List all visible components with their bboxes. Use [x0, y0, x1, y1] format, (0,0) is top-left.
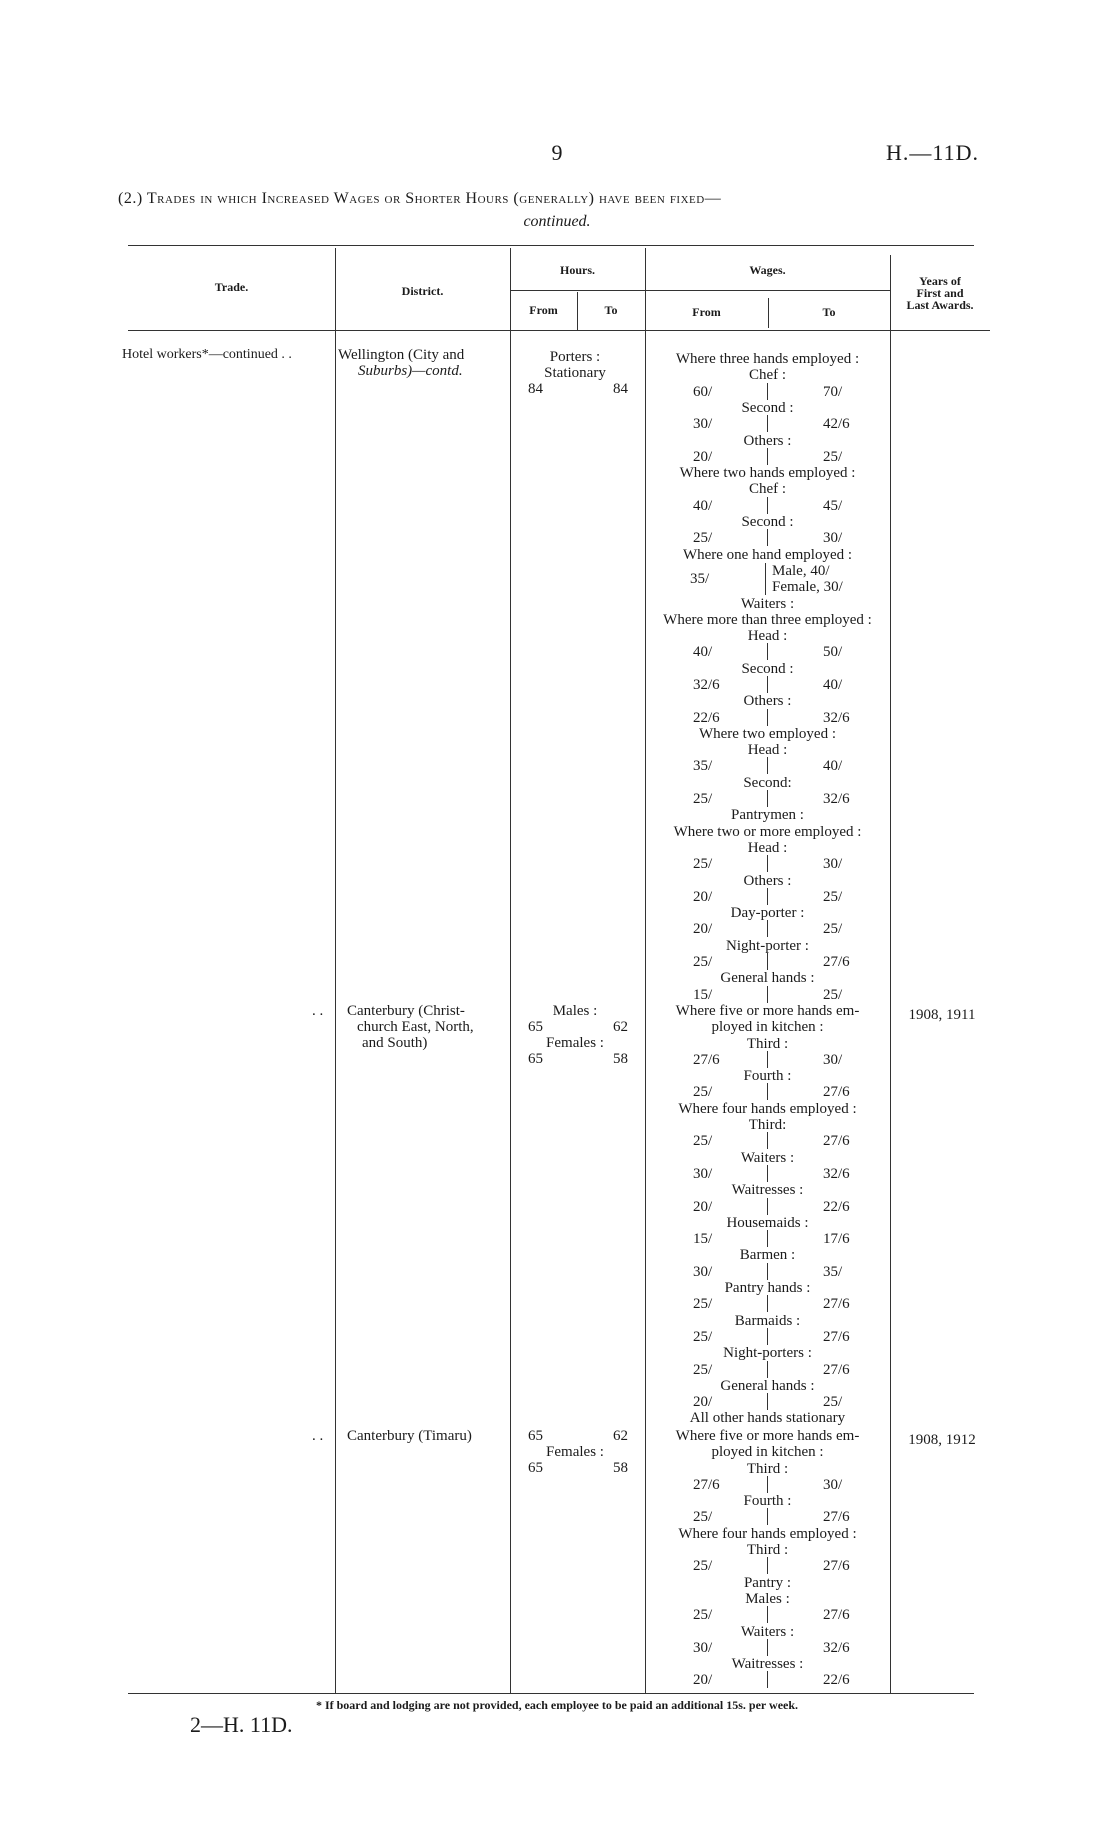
wage-divider — [765, 563, 766, 595]
col-header-wages: Wages. — [749, 263, 786, 277]
wage-row — [645, 954, 890, 970]
wage-row — [645, 856, 890, 872]
hours-values — [528, 1019, 628, 1035]
wage-row — [645, 1509, 890, 1525]
wage-divider — [767, 497, 768, 514]
wage-heading: Where two hands employed : — [679, 465, 856, 481]
header-bottom-rule — [128, 330, 990, 331]
district-line: church East, North, — [357, 1019, 474, 1035]
wage-row — [645, 498, 890, 514]
row-district — [347, 1428, 472, 1444]
col-header-wages-from: From — [692, 305, 721, 319]
wage-row — [645, 384, 890, 400]
hours-to: 62 — [613, 1019, 628, 1035]
wage-heading: Waitresses : — [731, 1182, 804, 1198]
wage-row — [645, 644, 890, 660]
award-years: 1908, 1912 — [908, 1432, 976, 1448]
wage-heading: General hands : — [720, 970, 815, 986]
wage-heading: Others : — [743, 873, 792, 889]
wage-to: 27/6 — [823, 954, 850, 970]
wage-row-split — [645, 563, 890, 595]
hours-values — [528, 1428, 628, 1444]
wage-to: 25/ — [823, 921, 843, 937]
wage-heading: Where three hands employed : — [675, 351, 860, 367]
wage-heading: Where five or more hands em- — [675, 1003, 860, 1019]
wage-heading: Where more than three employed : — [663, 612, 872, 628]
wage-from: 35/ — [690, 571, 710, 587]
wage-heading: All other hands stationary — [689, 1410, 846, 1426]
wage-heading: Others : — [743, 433, 792, 449]
wage-divider — [767, 1671, 768, 1688]
hours-from: 65 — [528, 1051, 543, 1067]
wage-from: 27/6 — [693, 1477, 720, 1493]
wage-from: 25/ — [693, 1084, 713, 1100]
wage-to: 45/ — [823, 498, 843, 514]
wage-to: 22/6 — [823, 1199, 850, 1215]
series-reference: H.—11D. — [886, 140, 979, 165]
wage-to: 22/6 — [823, 1672, 850, 1688]
wage-divider — [767, 1165, 768, 1182]
wage-heading: Pantrymen : — [731, 807, 804, 823]
wage-row — [645, 416, 890, 432]
row-trade: . . — [312, 1003, 324, 1019]
hours-label: Porters : — [549, 349, 601, 365]
hours-from: 65 — [528, 1428, 543, 1444]
wage-heading: Where four hands employed : — [678, 1526, 857, 1542]
wage-to: 27/6 — [823, 1509, 850, 1525]
wage-heading: Night-porters : — [723, 1345, 812, 1361]
bottom-reference: 2—H. 11D. — [190, 1712, 293, 1737]
hours-from: 84 — [528, 381, 543, 397]
wage-divider — [767, 1051, 768, 1068]
page-number: 9 — [551, 140, 563, 165]
wage-divider — [767, 1083, 768, 1100]
col-header-years — [892, 275, 988, 311]
wage-from: 30/ — [693, 1640, 713, 1656]
wage-from: 40/ — [693, 644, 713, 660]
wage-to: 40/ — [823, 677, 843, 693]
wage-heading: Chef : — [748, 481, 787, 497]
wage-heading: Where one hand employed : — [682, 547, 853, 563]
wage-to: 17/6 — [823, 1231, 850, 1247]
wage-heading: Day-porter : — [730, 905, 805, 921]
wage-heading: Third : — [746, 1036, 789, 1052]
wage-heading: Second : — [741, 514, 794, 530]
wage-row — [645, 530, 890, 546]
wage-to: 25/ — [823, 1394, 843, 1410]
wage-heading: Night-porter : — [726, 938, 809, 954]
col-header-years-line: Last Awards. — [906, 298, 974, 312]
wage-heading: Waitresses : — [731, 1656, 804, 1672]
wage-heading: Fourth : — [743, 1493, 792, 1509]
wage-from: 60/ — [693, 384, 713, 400]
wage-from: 25/ — [693, 530, 713, 546]
wage-from: 20/ — [693, 1394, 713, 1410]
wage-heading: Where two employed : — [698, 726, 837, 742]
wage-heading: Head : — [747, 742, 788, 758]
col-header-years-line: Years of — [919, 274, 961, 288]
footnote: * If board and lodging are not provided, each employee to be paid an additional 15s. per week. — [315, 1698, 799, 1712]
wage-to: 35/ — [823, 1264, 843, 1280]
wage-heading: Head : — [747, 628, 788, 644]
district-line: Canterbury (Timaru) — [347, 1428, 472, 1444]
col-header-years-line: First and — [916, 286, 964, 300]
wage-row — [645, 1329, 890, 1345]
wage-row — [645, 921, 890, 937]
wage-to: 30/ — [823, 1052, 843, 1068]
wage-row — [645, 1558, 890, 1574]
wage-from: 25/ — [693, 1296, 713, 1312]
wage-divider — [767, 1263, 768, 1280]
wage-from: 32/6 — [693, 677, 720, 693]
wage-to: 30/ — [823, 1477, 843, 1493]
wage-to-female: Female, 30/ — [772, 579, 843, 595]
wage-divider — [767, 676, 768, 693]
col-header-hours-to: To — [604, 303, 618, 317]
wage-divider — [767, 1639, 768, 1656]
hours-to: 62 — [613, 1428, 628, 1444]
wage-divider — [767, 953, 768, 970]
wage-from: 15/ — [693, 1231, 713, 1247]
wage-from: 22/6 — [693, 710, 720, 726]
wage-heading: ployed in kitchen : — [711, 1444, 824, 1460]
wage-divider — [767, 986, 768, 1003]
wage-heading: Second: — [743, 775, 792, 791]
wage-row — [645, 1052, 890, 1068]
col-divider-trade — [335, 248, 336, 1693]
wage-row — [645, 889, 890, 905]
wage-divider — [767, 643, 768, 660]
wage-divider — [767, 1295, 768, 1312]
wage-row — [645, 1672, 890, 1688]
wage-row — [645, 677, 890, 693]
wage-heading: General hands : — [720, 1378, 815, 1394]
wage-to: 32/6 — [823, 791, 850, 807]
hours-label: Females : — [546, 1035, 604, 1051]
wage-from: 25/ — [693, 1607, 713, 1623]
wage-row — [645, 1231, 890, 1247]
wage-divider — [767, 1476, 768, 1493]
wage-to: 42/6 — [823, 416, 850, 432]
wage-from: 27/6 — [693, 1052, 720, 1068]
hours-label: Males : — [552, 1003, 598, 1019]
wage-heading: Waiters : — [740, 1624, 795, 1640]
wage-row — [645, 1362, 890, 1378]
wage-divider — [767, 383, 768, 400]
hours-from: 65 — [528, 1019, 543, 1035]
wage-row — [645, 449, 890, 465]
hours-values — [528, 381, 628, 397]
wage-to-male: Male, 40/ — [772, 563, 830, 579]
hours-label: Females : — [546, 1444, 604, 1460]
wage-to: 27/6 — [823, 1329, 850, 1345]
wage-divider — [767, 1508, 768, 1525]
hours-wages-subrule — [510, 290, 890, 291]
wage-row — [645, 1166, 890, 1182]
wage-to: 27/6 — [823, 1133, 850, 1149]
award-years: 1908, 1911 — [908, 1007, 976, 1023]
table-top-rule — [128, 245, 974, 246]
wage-from: 25/ — [693, 856, 713, 872]
wage-heading: ployed in kitchen : — [711, 1019, 824, 1035]
row-district — [347, 1003, 505, 1051]
col-header-hours-from: From — [529, 303, 558, 317]
wage-row — [645, 1394, 890, 1410]
wage-row — [645, 1640, 890, 1656]
wage-to: 32/6 — [823, 1166, 850, 1182]
wage-to: 27/6 — [823, 1362, 850, 1378]
district-line: Wellington (City and — [338, 347, 465, 363]
wage-divider — [767, 529, 768, 546]
col-header-trade: Trade. — [214, 280, 249, 294]
wage-from: 30/ — [693, 1264, 713, 1280]
wage-to: 27/6 — [823, 1084, 850, 1100]
wage-divider — [767, 1198, 768, 1215]
wage-to: 32/6 — [823, 710, 850, 726]
wage-heading: Males : — [745, 1591, 790, 1607]
wage-heading: Head : — [747, 840, 788, 856]
wage-divider — [767, 757, 768, 774]
wage-heading: Third: — [748, 1117, 787, 1133]
wage-heading: Chef : — [748, 367, 787, 383]
wage-row — [645, 1477, 890, 1493]
wage-row — [645, 1084, 890, 1100]
row-district — [338, 347, 508, 379]
hours-values — [528, 1051, 628, 1067]
wage-heading: Barmen : — [739, 1247, 796, 1263]
wage-from: 25/ — [693, 1133, 713, 1149]
wage-heading: Housemaids : — [726, 1215, 809, 1231]
wage-heading: Second : — [741, 661, 794, 677]
wage-from: 25/ — [693, 791, 713, 807]
wage-from: 20/ — [693, 1199, 713, 1215]
wage-to: 25/ — [823, 449, 843, 465]
wage-heading: Others : — [743, 693, 792, 709]
wage-row — [645, 791, 890, 807]
wage-row — [645, 1296, 890, 1312]
row-trade: Hotel workers*—continued . . — [122, 347, 292, 362]
wage-divider — [767, 1393, 768, 1410]
wage-heading: Waiters : — [740, 596, 795, 612]
wage-to: 50/ — [823, 644, 843, 660]
table-heading: (2.) Trades in which Increased Wages or Shorter Hours (generally) have been fixed— — [118, 190, 722, 207]
wage-row — [645, 758, 890, 774]
district-line: and South) — [362, 1035, 428, 1051]
wage-from: 25/ — [693, 954, 713, 970]
wage-to: 25/ — [823, 889, 843, 905]
wage-to: 30/ — [823, 530, 843, 546]
wage-to: 27/6 — [823, 1607, 850, 1623]
wage-heading: Where five or more hands em- — [675, 1428, 860, 1444]
wage-heading: Third : — [746, 1542, 789, 1558]
table-bottom-rule — [128, 1693, 974, 1694]
wage-from: 40/ — [693, 498, 713, 514]
wage-to: 25/ — [823, 987, 843, 1003]
wage-to: 27/6 — [823, 1558, 850, 1574]
wage-divider — [767, 448, 768, 465]
wage-from: 20/ — [693, 889, 713, 905]
wage-row — [645, 1133, 890, 1149]
hours-from: 65 — [528, 1460, 543, 1476]
wage-heading: Where two or more employed : — [673, 824, 862, 840]
hours-values — [528, 1460, 628, 1476]
wage-row — [645, 1607, 890, 1623]
wage-divider — [767, 790, 768, 807]
wage-from: 35/ — [693, 758, 713, 774]
hours-to: 58 — [613, 1051, 628, 1067]
col-header-district: District. — [401, 284, 444, 298]
wage-from: 30/ — [693, 416, 713, 432]
wage-heading: Third : — [746, 1461, 789, 1477]
wage-from: 20/ — [693, 449, 713, 465]
wage-divider — [767, 415, 768, 432]
wage-from: 15/ — [693, 987, 713, 1003]
wage-to: 70/ — [823, 384, 843, 400]
wage-divider — [767, 1328, 768, 1345]
wage-divider — [767, 1557, 768, 1574]
wage-from: 30/ — [693, 1166, 713, 1182]
wage-divider — [767, 709, 768, 726]
district-line: Suburbs)—contd. — [358, 363, 463, 379]
wage-from: 25/ — [693, 1558, 713, 1574]
district-line: Canterbury (Christ- — [347, 1003, 465, 1019]
wage-to: 27/6 — [823, 1296, 850, 1312]
col-header-wages-to: To — [822, 305, 836, 319]
wage-from: 25/ — [693, 1329, 713, 1345]
wage-heading: Second : — [741, 400, 794, 416]
wage-row — [645, 1264, 890, 1280]
wage-row — [645, 987, 890, 1003]
hours-to: 84 — [613, 381, 628, 397]
wage-heading: Barmaids : — [734, 1313, 801, 1329]
wage-divider — [767, 1361, 768, 1378]
wage-heading: Pantry : — [743, 1575, 792, 1591]
wage-divider — [767, 888, 768, 905]
wage-from: 25/ — [693, 1509, 713, 1525]
col-divider-wages — [890, 255, 891, 1693]
wage-divider — [767, 920, 768, 937]
wage-heading: Pantry hands : — [724, 1280, 811, 1296]
wage-from: 25/ — [693, 1362, 713, 1378]
wage-heading: Where four hands employed : — [678, 1101, 857, 1117]
wage-divider — [767, 1132, 768, 1149]
wage-row — [645, 1199, 890, 1215]
hours-to: 58 — [613, 1460, 628, 1476]
wage-heading: Fourth : — [743, 1068, 792, 1084]
wage-to: 30/ — [823, 856, 843, 872]
wage-to: 40/ — [823, 758, 843, 774]
wage-from: 20/ — [693, 1672, 713, 1688]
col-divider-district — [510, 248, 511, 1693]
wage-to: 32/6 — [823, 1640, 850, 1656]
table-heading-continued: continued. — [523, 213, 591, 230]
col-header-hours: Hours. — [559, 263, 595, 277]
wage-divider — [767, 1230, 768, 1247]
wage-row — [645, 710, 890, 726]
hours-sublabel: Stationary — [544, 365, 606, 381]
wage-from: 20/ — [693, 921, 713, 937]
wage-heading: Waiters : — [740, 1150, 795, 1166]
wage-divider — [767, 855, 768, 872]
wage-divider — [767, 1606, 768, 1623]
row-trade: . . — [312, 1428, 324, 1444]
